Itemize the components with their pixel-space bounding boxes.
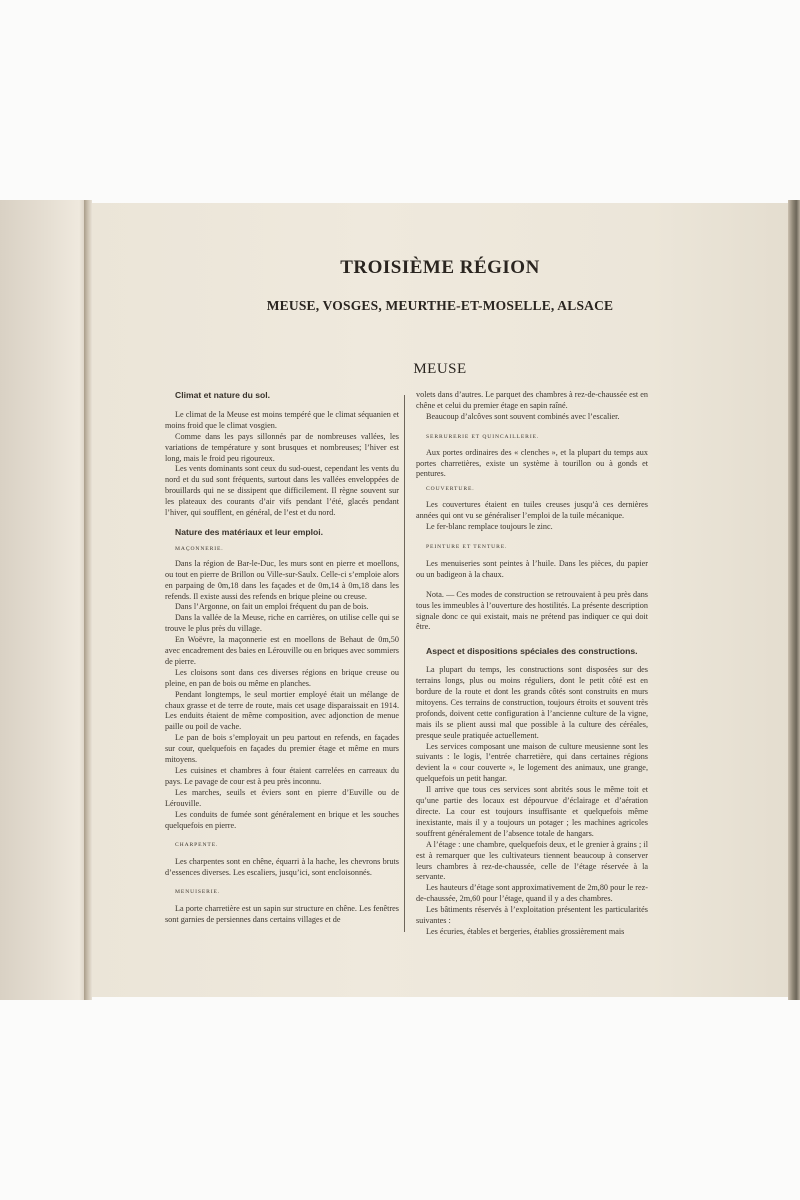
heading-aspect: Aspect et dispositions spéciales des constructions. [426, 646, 638, 657]
paragraph: Les conduits de fumée sont généralement en brique et les souches quelquefois en pierre. [165, 809, 399, 830]
subheading-maconnerie: MAÇONNERIE. [175, 545, 224, 552]
right-column [416, 390, 648, 938]
page-title: TROISIÈME RÉGION [340, 257, 540, 278]
paragraph: A l’étage : une chambre, quelquefois deux, et le grenier à grains ; il est à remarquer que les cultivateurs tiennent beaucoup à conserver leurs chambres à rez-de-chaussée, celle de l’étage réservée à la servante. [416, 839, 648, 882]
subheading-serrurerie: SERRURERIE ET QUINCAILLERIE. [426, 433, 540, 440]
paragraph: En Woëvre, la maçonnerie est en moellons de Behaut de 0m,50 avec encadrement des baies en Lérouville ou en briques avec sommiers de pierre. [165, 635, 399, 666]
paragraph: Les charpentes sont en chêne, équarri à la hache, les chevrons bruts d’essences diverses. Les escaliers, jusqu’ici, sont encloisonnés. [165, 857, 399, 878]
subheading-couverture: COUVERTURE. [426, 486, 475, 493]
paragraph: La porte charretière est un sapin sur structure en chêne. Les fenêtres sont garnies de persiennes dans certains villages et de [165, 904, 399, 924]
paragraph: Il arrive que tous ces services sont abrités sous le même toit et qu’une partie des locaux est dépourvue d’éclairage et d’aération directe. La cour est toujours insuffisante et quelquefois même inexistante, mais il y a toujours un potager ; les machines agricoles souffrent généralement de l’absence totale de hangars. [416, 785, 648, 838]
paragraph-nota: Nota. — Ces modes de construction se retrouvaient à peu près dans tous les immeubles à l’ouverture des hostilités. La présente description signale donc ce qui existait, mais ne prétend pas indiquer ce qui doit être. [416, 589, 648, 632]
paragraph: La plupart du temps, les constructions sont disposées sur des terrains longs, plus ou moins réguliers, dont le petit côté est en bordure de la route et dont les grands côtés sont construits en murs mitoyens. Ces terrains de construction, toujours étroits et souvent très profonds, doivent cette configuration à l’ancienne culture de la vigne, mais ils se plient aussi mal que possible à la culture des céréales, presque seule pratiquée actuellement. [416, 665, 648, 740]
left-column [165, 390, 399, 926]
paragraph: volets dans d’autres. Le parquet des chambres à rez-de-chaussée est en chêne et celui du premier étage en sapin raîné. [416, 390, 648, 410]
paragraph: Les cuisines et chambres à four étaient carrelées en carreaux du pays. Le pavage de cour est à peu près inconnu. [165, 766, 399, 786]
paragraph: Les bâtiments réservés à l’exploitation présentent les particularités suivantes : [416, 905, 648, 926]
paragraph: Les couvertures étaient en tuiles creuses jusqu’à ces dernières années qui ont vu se généraliser l’emploi de la tuile mécanique. [416, 500, 648, 521]
paragraph: Le climat de la Meuse est moins tempéré que le climat séquanien et moins froid que le climat vosgien. [165, 409, 399, 430]
paragraph: Le pan de bois s’employait un peu partout en refends, en façades sur cour, quelquefois en façades du premier étage et même en murs mitoyens. [165, 733, 399, 765]
subheading-menuiserie: MENUISERIE. [175, 889, 221, 896]
paragraph: Les cloisons sont dans ces diverses régions en brique creuse ou pleine, en pan de bois ou même en planches. [165, 667, 399, 688]
subheading-peinture: PEINTURE ET TENTURE. [426, 543, 508, 550]
paragraph: Dans la vallée de la Meuse, riche en carrières, on utilise celle qui se trouve le plus près du village. [165, 613, 399, 634]
paragraph: Les écuries, étables et bergeries, établies grossièrement mais [426, 926, 625, 936]
heading-materiaux: Nature des matériaux et leur emploi. [175, 526, 324, 537]
heading-climat: Climat et nature du sol. [175, 390, 271, 400]
paragraph: Pendant longtemps, le seul mortier employé était un mélange de chaux grasse et de terre de route, mais cet usage disparaissait en 1914. Les enduits étaient de même composition, avec adjonction de menue paille ou poil de vache. [165, 689, 399, 732]
paragraph: Comme dans les pays sillonnés par de nombreuses vallées, les variations de température y sont brusques et nombreuses; l’hiver est long, mais le froid peu rigoureux. [165, 431, 399, 463]
section-heading: MEUSE [413, 361, 467, 377]
paragraph: Les marches, seuils et éviers sont en pierre d’Euville ou de Lérouville. [165, 787, 399, 808]
subheading-charpente: CHARPENTE. [175, 842, 219, 849]
paragraph: Beaucoup d’alcôves sont souvent combinés avec l’escalier. [426, 411, 620, 421]
page-subtitle: MEUSE, VOSGES, MEURTHE-ET-MOSELLE, ALSACE [266, 298, 614, 313]
paragraph: Les menuiseries sont peintes à l’huile. Dans les pièces, du papier ou un badigeon à la chaux. [416, 558, 648, 579]
column-divider [404, 395, 405, 932]
paragraph: Dans l’Argonne, on fait un emploi fréquent du pan de bois. [175, 602, 369, 612]
paragraph: Les hauteurs d’étage sont approximativement de 2m,80 pour le rez-de-chaussée, 2m,60 pour l’étage, quand il y a des chambres. [416, 883, 648, 904]
paragraph: Aux portes ordinaires des « clenches », et la plupart du temps aux portes charretières, existe un système à tourillon ou à gonds et pentures. [416, 447, 648, 479]
paragraph: Les vents dominants sont ceux du sud-ouest, cependant les vents du nord et du sud sont fréquents, surtout dans les vallées enveloppées de brouillards qui ne se dissipent que difficilement. Il règne souvent sur les plateaux des courants d’air vifs pendant l’été, glacés pendant l’hiver, qui soufflent, en général, de l’est et du nord. [165, 464, 399, 518]
paragraph: Dans la région de Bar-le-Duc, les murs sont en pierre et moellons, ou tout en pierre de Brillon ou Ville-sur-Saulx. Celle-ci s’emploie alors en parpaing de 0m,18 dans les façades et de 0m,14 à 0m,18 dans les refends. Il existe aussi des refends en brique pleine ou creuse. [165, 558, 399, 601]
paragraph: Les services composant une maison de culture meusienne sont les suivants : le logis, l’entrée charretière, qui dans certaines régions devient la « cour couverte », le logement des animaux, une grange, quelquefois un petit hangar. [416, 741, 648, 784]
paragraph: Le fer-blanc remplace toujours le zinc. [426, 522, 553, 532]
